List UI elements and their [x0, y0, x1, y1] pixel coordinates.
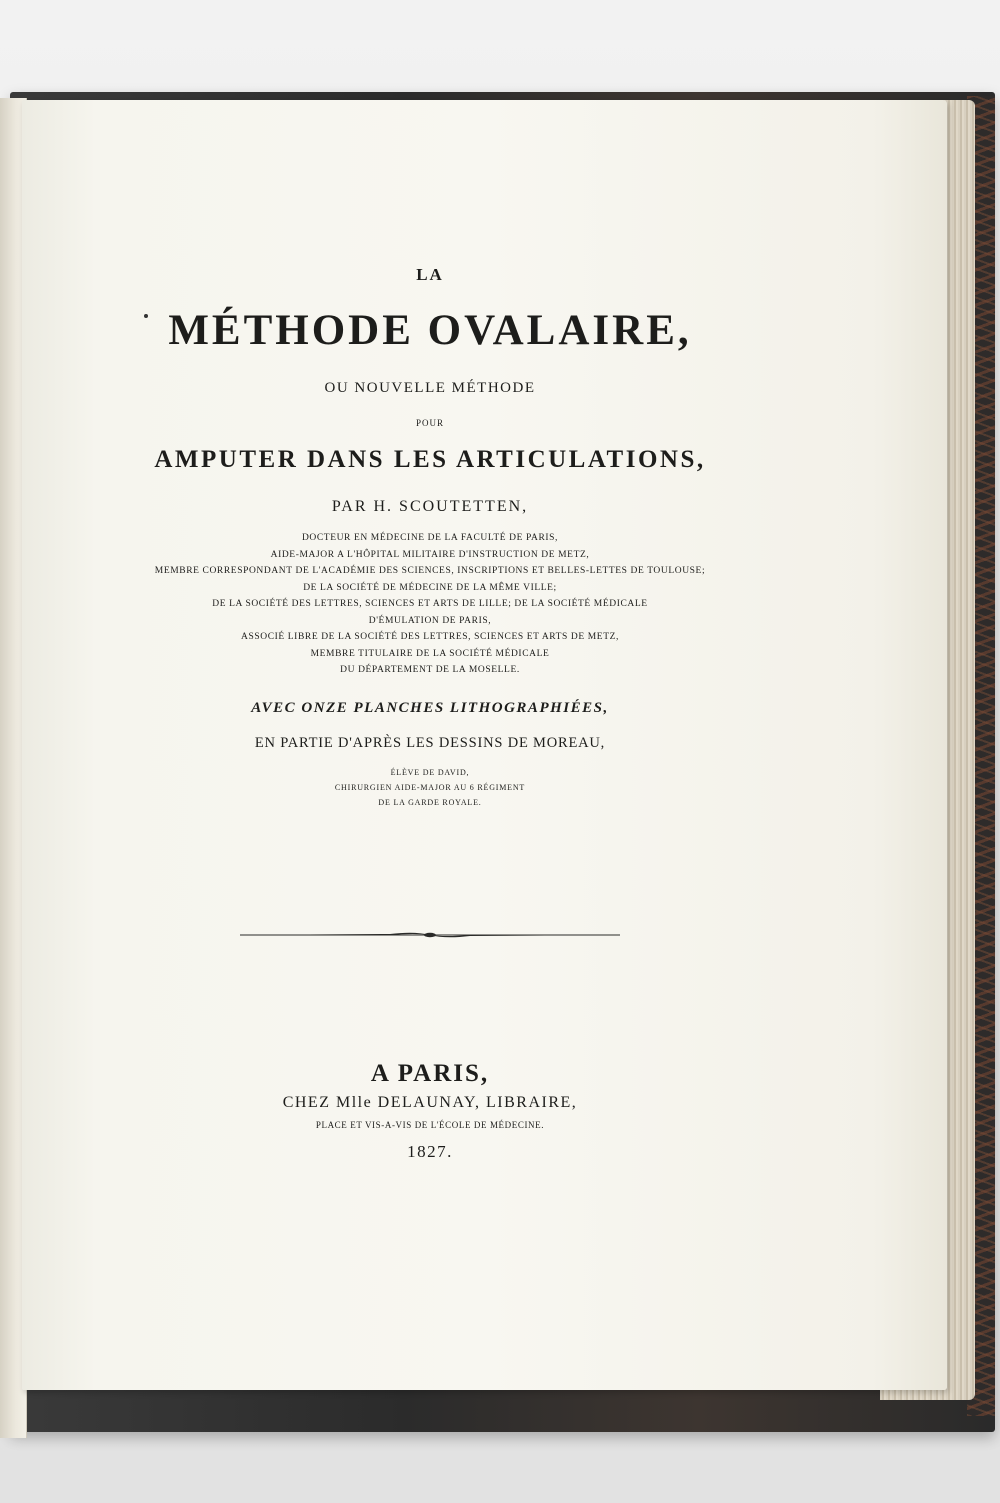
main-title-wrap — [130, 306, 730, 355]
artist-line: CHIRURGIEN AIDE-MAJOR AU 6 RÉGIMENT — [334, 783, 526, 792]
address-wrap — [130, 1120, 730, 1130]
credential-line: AIDE-MAJOR A L'HÔPITAL MILITAIRE D'INSTRUCTION DE METZ, — [270, 549, 590, 560]
pour-wrap — [130, 418, 730, 428]
artist-block — [130, 765, 730, 810]
imprint-year: 1827. — [407, 1142, 453, 1161]
imprint-address: PLACE ET VIS-A-VIS DE L'ÉCOLE DE MÉDECINE. — [315, 1120, 545, 1130]
main-title: MÉTHODE OVALAIRE, — [168, 307, 692, 354]
pour-word: POUR — [415, 418, 444, 428]
subtitle-wrap — [130, 380, 730, 397]
city-wrap — [130, 1060, 730, 1088]
publisher-wrap — [130, 1094, 730, 1112]
ornamental-rule — [240, 930, 620, 940]
credential-line: MEMBRE CORRESPONDANT DE L'ACADÉMIE DES SCIENCES, INSCRIPTIONS ET BELLES-LETTES DE TOULOUSE; — [154, 566, 706, 576]
title-block — [130, 265, 730, 285]
subject-line: AMPUTER DANS LES ARTICULATIONS, — [154, 446, 706, 473]
credential-line: DU DÉPARTEMENT DE LA MOSELLE. — [340, 665, 520, 675]
plates-line: AVEC ONZE PLANCHES LITHOGRAPHIÉES, — [251, 700, 609, 716]
author-wrap — [130, 498, 730, 516]
credential-line: MEMBRE TITULAIRE DE LA SOCIÉTÉ MÉDICALE — [310, 648, 550, 659]
plates-wrap — [130, 700, 730, 717]
credential-line: DOCTEUR EN MÉDECINE DE LA FACULTÉ DE PARIS, — [301, 533, 559, 543]
imprint-publisher: CHEZ Mlle DELAUNAY, LIBRAIRE, — [282, 1094, 578, 1111]
imprint-city: A PARIS, — [370, 1060, 490, 1087]
drawings-line: EN PARTIE D'APRÈS LES DESSINS DE MOREAU, — [254, 735, 606, 751]
credential-line: DE LA SOCIÉTÉ DE MÉDECINE DE LA MÊME VILLE; — [303, 582, 557, 593]
author-line: PAR H. SCOUTETTEN, — [331, 498, 529, 515]
subject-wrap — [130, 446, 730, 474]
artist-line: DE LA GARDE ROYALE. — [378, 798, 482, 807]
credential-line: ASSOCIÉ LIBRE DE LA SOCIÉTÉ DES LETTRES, SCIENCES ET ARTS DE METZ, — [241, 632, 619, 642]
credentials-block — [130, 530, 730, 679]
subtitle: OU NOUVELLE MÉTHODE — [324, 380, 536, 396]
title-article: LA — [416, 265, 444, 284]
year-wrap — [130, 1142, 730, 1162]
artist-line: ÉLÈVE DE DAVID, — [390, 768, 470, 777]
drawings-wrap — [130, 735, 730, 752]
credential-line: DE LA SOCIÉTÉ DES LETTRES, SCIENCES ET ARTS DE LILLE; DE LA SOCIÉTÉ MÉDICALE — [212, 599, 648, 609]
credential-line: D'ÉMULATION DE PARIS, — [368, 615, 492, 626]
